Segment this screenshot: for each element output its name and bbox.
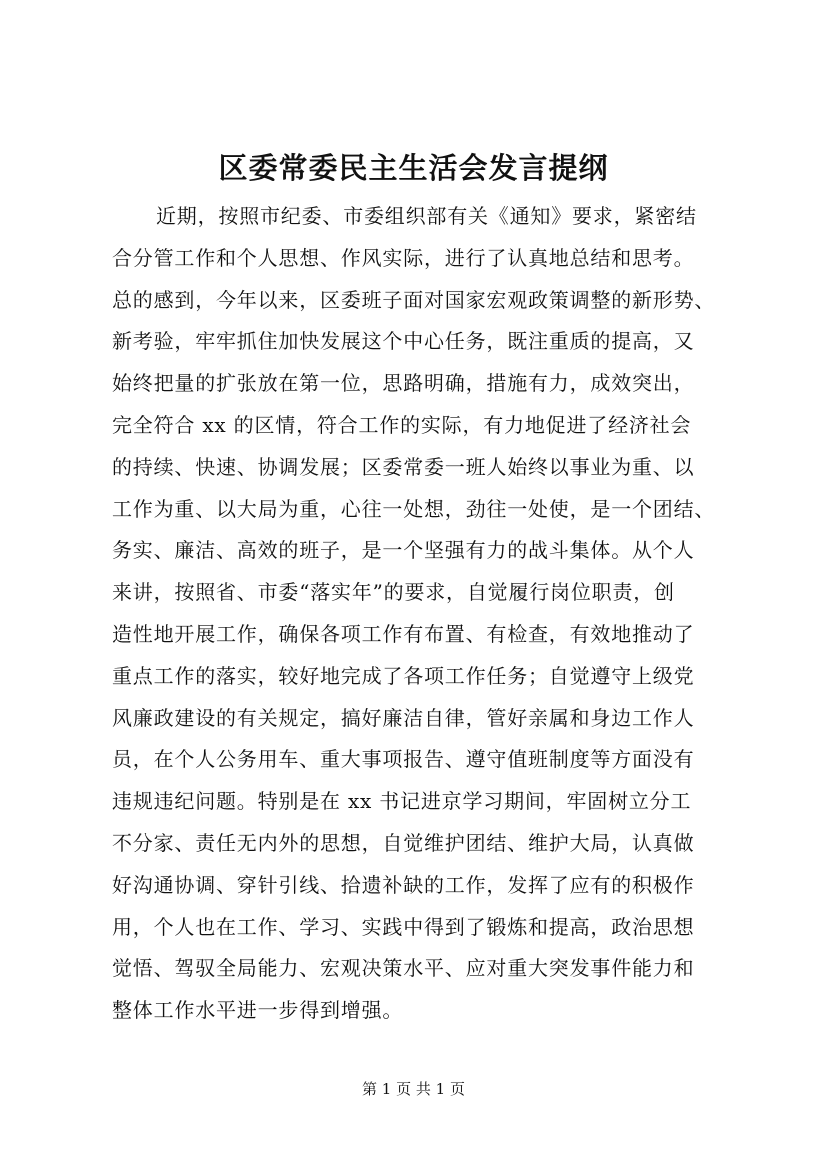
body-line: 员，在个人公务用车、重大事项报告、遵守值班制度等方面没有 xyxy=(112,747,695,772)
body-line: 新考验，牢牢抓住加快发展这个中心任务，既注重质的提高，又 xyxy=(112,329,695,354)
body-line: 风廉政建设的有关规定，搞好廉洁自律，管好亲属和身边工作人 xyxy=(112,705,695,730)
body-line: 来讲，按照省、市委“落实年”的要求，自觉履行岗位职责，创 xyxy=(112,580,675,605)
body-line: 完全符合 xx 的区情，符合工作的实际，有力地促进了经济社会 xyxy=(112,412,692,437)
document-body xyxy=(112,196,752,1032)
body-line: 重点工作的落实，较好地完成了各项工作任务；自觉遵守上级党 xyxy=(112,663,695,688)
body-line: 觉悟、驾驭全局能力、宏观决策水平、应对重大突发事件能力和 xyxy=(112,956,695,981)
body-line: 合分管工作和个人思想、作风实际，进行了认真地总结和思考。 xyxy=(112,245,695,270)
body-line: 始终把量的扩张放在第一位，思路明确，措施有力，成效突出， xyxy=(112,371,695,396)
body-line: 务实、廉洁、高效的班子，是一个坚强有力的战斗集体。从个人 xyxy=(112,538,695,563)
body-line: 近期，按照市纪委、市委组织部有关《通知》要求，紧密结 xyxy=(156,204,697,228)
body-line: 违规违纪问题。特别是在 xx 书记进京学习期间，牢固树立分工 xyxy=(112,789,692,814)
body-line: 总的感到，今年以来，区委班子面对国家宏观政策调整的新形势、 xyxy=(112,287,716,312)
body-line: 工作为重、以大局为重，心往一处想，劲往一处使，是一个团结、 xyxy=(112,496,716,521)
document-title: 区委常委民主生活会发言提纲 xyxy=(218,151,609,185)
body-line: 用，个人也在工作、学习、实践中得到了锻炼和提高，政治思想 xyxy=(112,914,695,939)
body-line: 不分家、责任无内外的思想，自觉维护团结、维护大局，认真做 xyxy=(112,830,695,855)
body-line: 造性地开展工作，确保各项工作有布置、有检查，有效地推动了 xyxy=(112,621,695,646)
body-line: 好沟通协调、穿针引线、拾遗补缺的工作，发挥了应有的积极作 xyxy=(112,872,695,897)
body-line: 整体工作水平进一步得到增强。 xyxy=(112,998,404,1023)
page-footer: 第 1 页 共 1 页 xyxy=(362,1080,465,1098)
body-line: 的持续、快速、协调发展；区委常委一班人始终以事业为重、以 xyxy=(112,454,695,479)
